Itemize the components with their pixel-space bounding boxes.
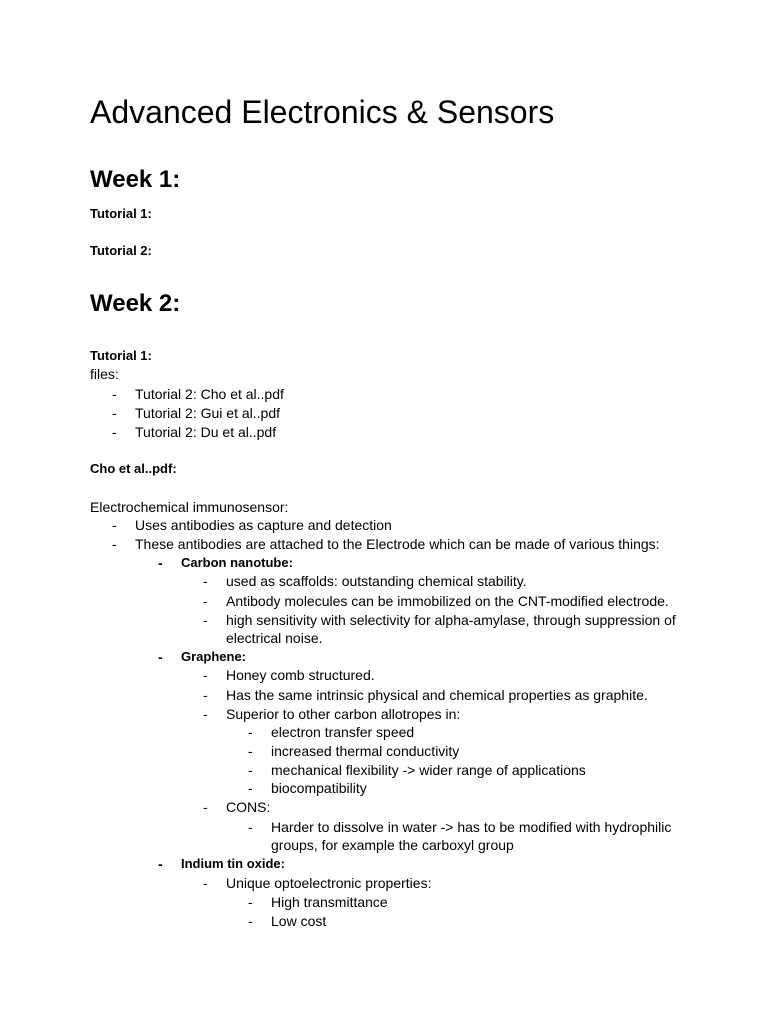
bullet-dash: - [112,517,117,533]
bullet-dash-bold: - [158,555,163,571]
bullet-dash: - [203,573,208,589]
list-item-continuation: electrical noise. [226,630,323,646]
carbon-nanotube-heading: Carbon nanotube: [181,555,293,570]
bullet-dash: - [203,687,208,703]
list-item: Has the same intrinsic physical and chemical properties as graphite. [226,687,648,703]
list-item: Superior to other carbon allotropes in: [226,706,461,722]
bullet-dash: - [248,724,253,740]
immunosensor-label: Electrochemical immunosensor: [90,499,289,515]
bullet-dash: - [248,743,253,759]
graphene-heading: Graphene: [181,649,247,664]
bullet-dash: - [112,536,117,552]
file-link-du[interactable]: Tutorial 2: Du et al..pdf [135,424,277,440]
bullet-dash: - [203,612,208,628]
list-item: These antibodies are attached to the Electrode which can be made of various things: [135,536,660,552]
list-item: Antibody molecules can be immobilized on the CNT-modified electrode. [226,593,669,609]
week1-tutorial1-label: Tutorial 1: [90,206,152,221]
bullet-dash: - [248,762,253,778]
bullet-dash: - [112,405,117,421]
bullet-dash: - [203,799,208,815]
week2-heading: Week 2: [90,290,181,317]
bullet-dash: - [112,424,117,440]
week1-tutorial2-label: Tutorial 2: [90,243,152,258]
bullet-dash-bold: - [158,856,163,872]
list-item: high sensitivity with selectivity for alpha-amylase, through suppression of [226,612,676,628]
list-item: Honey comb structured. [226,667,375,683]
bullet-dash: - [203,667,208,683]
cons-label: CONS: [226,799,271,815]
week2-tutorial1-label: Tutorial 1: [90,348,152,363]
bullet-dash: - [248,913,253,929]
file-link-gui[interactable]: Tutorial 2: Gui et al..pdf [135,405,280,421]
bullet-dash-bold: - [158,649,163,665]
list-item-continuation: groups, for example the carboxyl group [271,837,514,853]
list-item: mechanical flexibility -> wider range of applications [271,762,586,778]
list-item: Uses antibodies as capture and detection [135,517,392,533]
list-item: used as scaffolds: outstanding chemical stability. [226,573,527,589]
list-item: High transmittance [271,894,388,910]
bullet-dash: - [248,819,253,835]
list-item: Low cost [271,913,327,929]
cho-heading: Cho et al..pdf: [90,461,177,476]
bullet-dash: - [203,593,208,609]
file-link-cho[interactable]: Tutorial 2: Cho et al..pdf [135,386,284,402]
bullet-dash: - [203,706,208,722]
bullet-dash: - [248,894,253,910]
list-item: Harder to dissolve in water -> has to be modified with hydrophilic [271,819,672,835]
indium-tin-oxide-heading: Indium tin oxide: [181,856,285,871]
bullet-dash: - [112,386,117,402]
list-item: electron transfer speed [271,724,415,740]
list-item: biocompatibility [271,780,367,796]
files-label: files: [90,366,119,382]
list-item: increased thermal conductivity [271,743,460,759]
document-title: Advanced Electronics & Sensors [90,94,555,130]
bullet-dash: - [248,780,253,796]
week1-heading: Week 1: [90,166,181,193]
bullet-dash: - [203,875,208,891]
list-item: Unique optoelectronic properties: [226,875,432,891]
